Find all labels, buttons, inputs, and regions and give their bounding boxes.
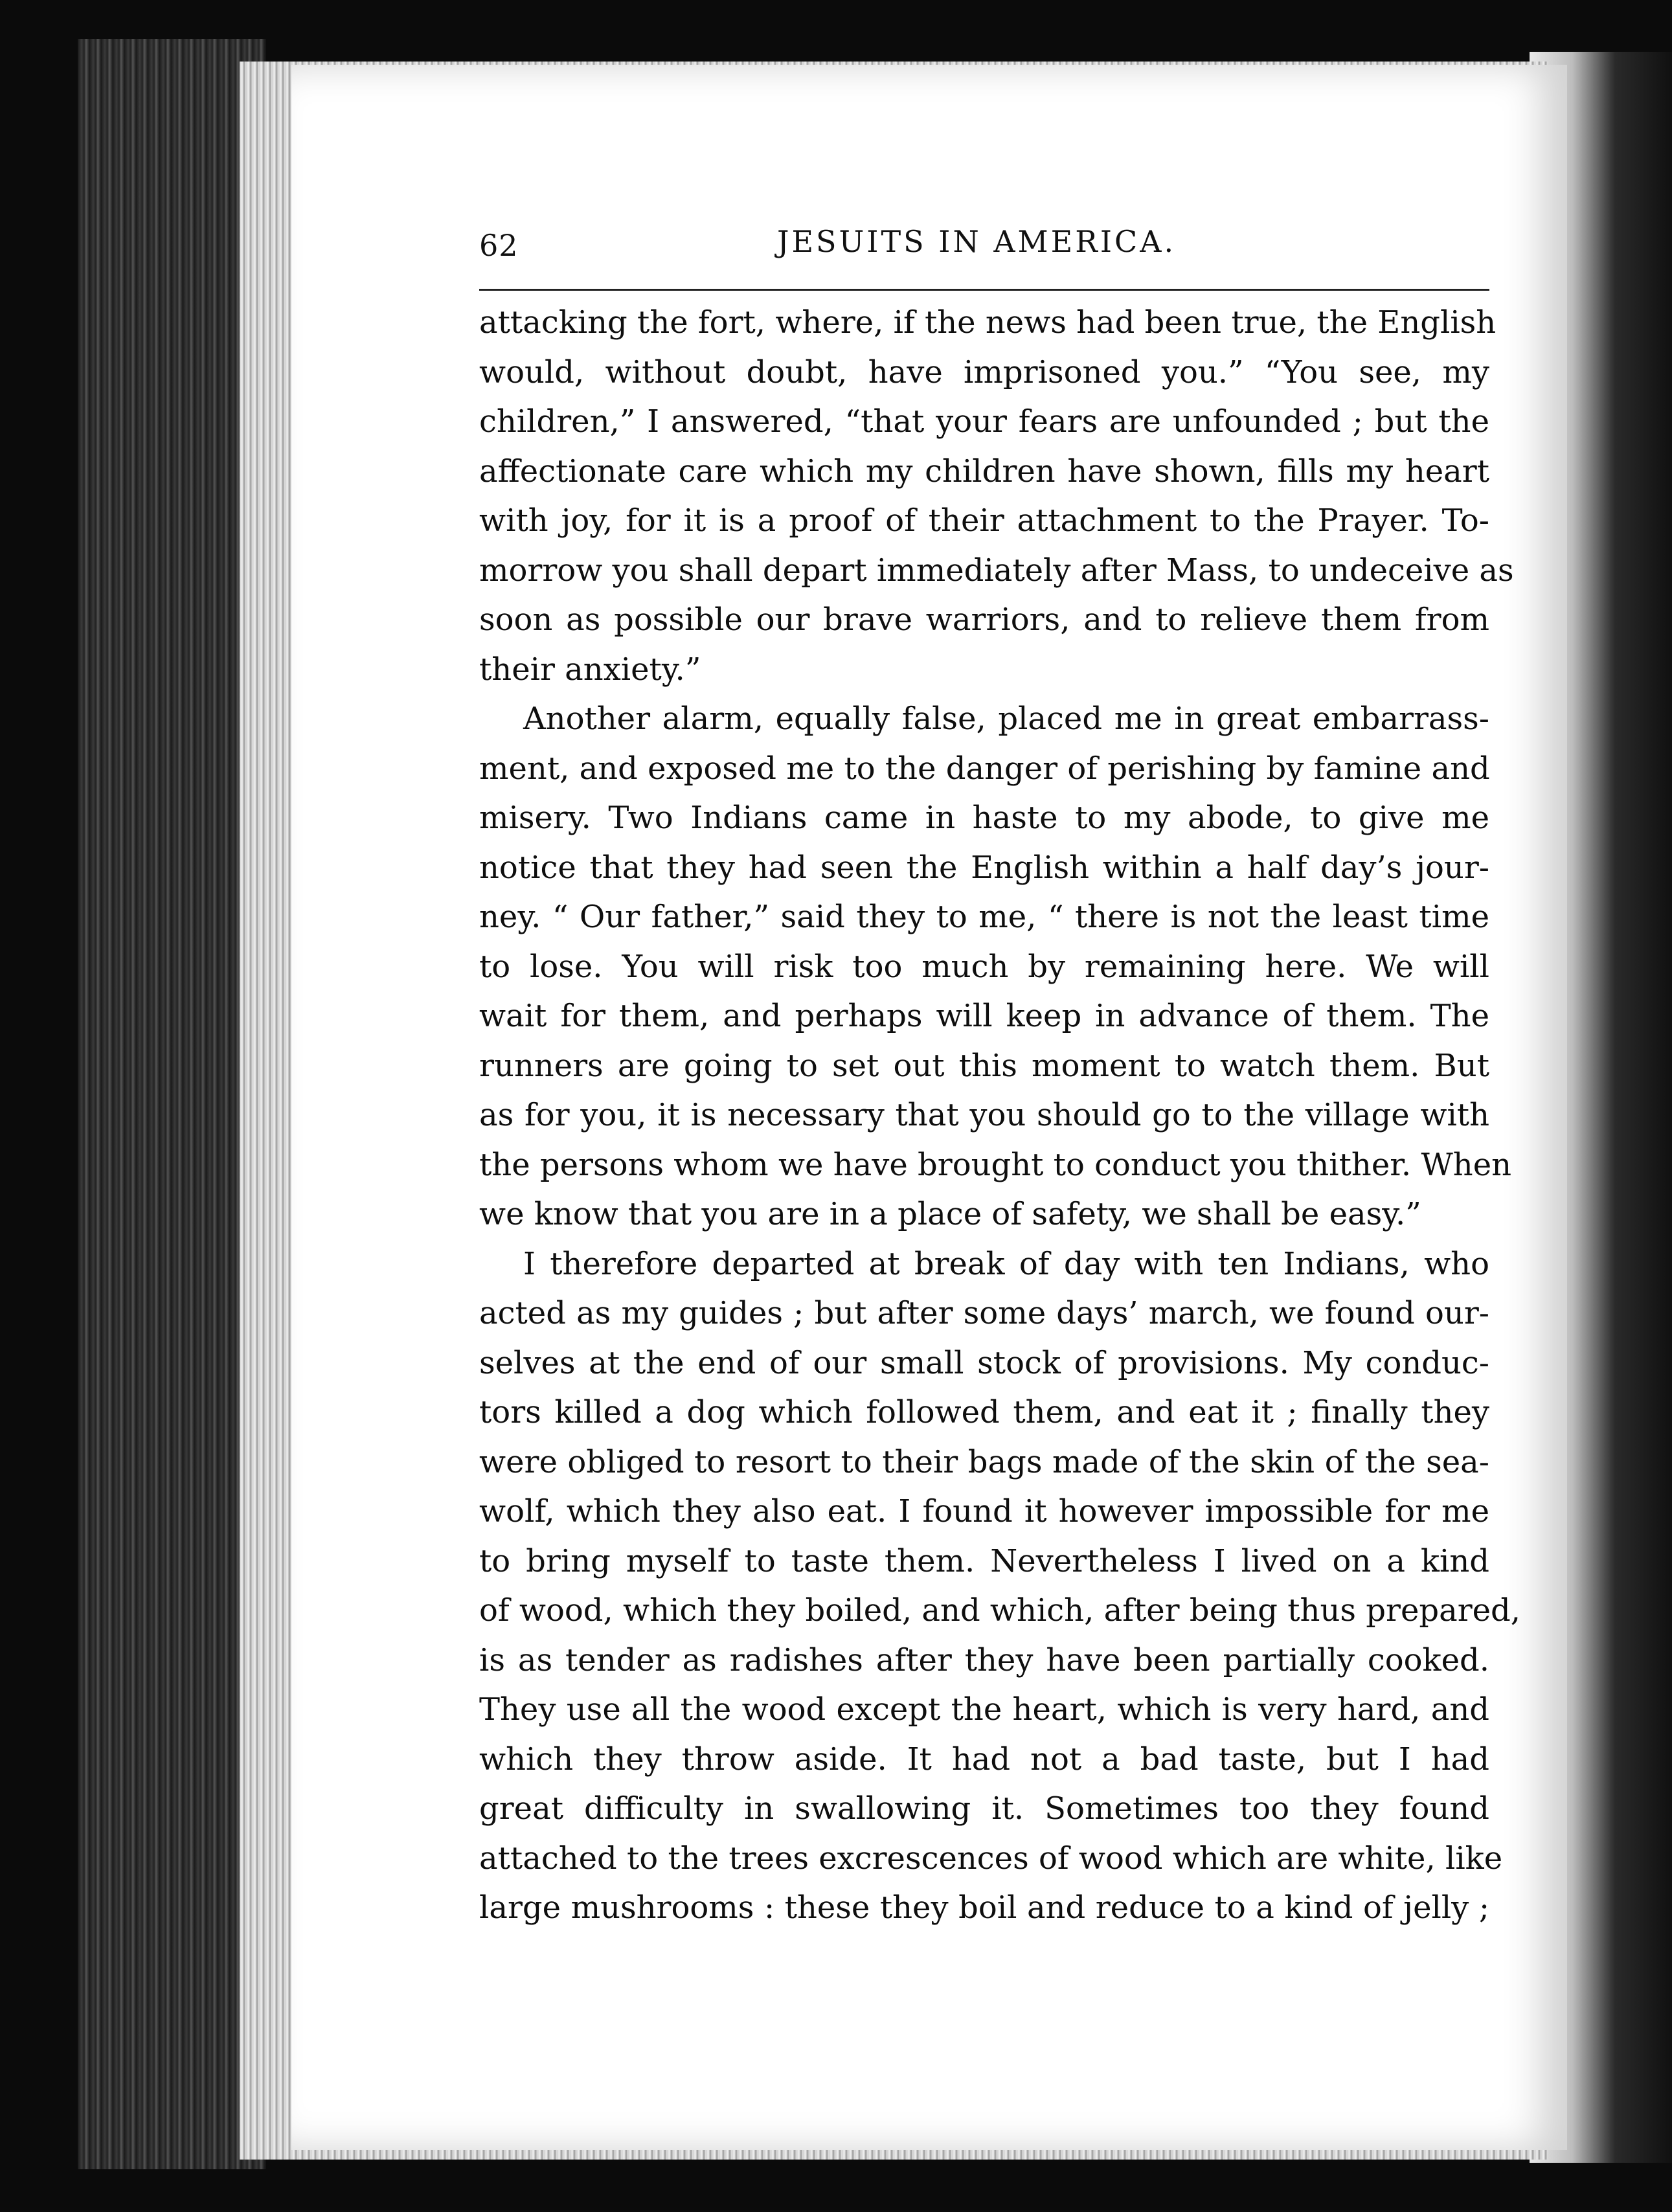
text-line: soon as possible our brave warriors, and to relieve them from — [479, 602, 1489, 638]
text-line: is as tender as radishes after they have been partially cooked. — [479, 1642, 1489, 1678]
running-head — [479, 224, 1489, 269]
text-line: They use all the wood except the heart, which is very hard, and — [479, 1691, 1489, 1728]
text-line: ney. “ Our father,” said they to me, “ there is not the least time — [479, 899, 1489, 935]
text-line: acted as my guides ; but after some days’ march, we found our- — [479, 1295, 1489, 1331]
text-line: I therefore departed at break of day with ten Indians, who — [523, 1245, 1489, 1282]
text-line: to lose. You will risk too much by remaining here. We will — [479, 948, 1489, 985]
text-line: to bring myself to taste them. Nevertheless I lived on a kind — [479, 1542, 1489, 1579]
text-line: Another alarm, equally false, placed me in great embarrass- — [523, 701, 1489, 737]
text-line: runners are going to set out this moment to watch them. But — [479, 1047, 1489, 1084]
text-line: great difficulty in swallowing it. Sometimes too they found — [479, 1790, 1489, 1827]
text-line: affectionate care which my children have shown, fills my heart — [479, 453, 1489, 490]
text-line: ment, and exposed me to the danger of perishing by famine and — [479, 750, 1490, 787]
text-line: with joy, for it is a proof of their attachment to the Prayer. To- — [479, 502, 1489, 539]
text-line: their anxiety.” — [479, 651, 701, 688]
text-line: of wood, which they boiled, and which, after being thus prepared, — [479, 1592, 1521, 1629]
text-line: as for you, it is necessary that you should go to the village with — [479, 1097, 1489, 1133]
text-line: wait for them, and perhaps will keep in advance of them. The — [479, 998, 1489, 1034]
text-line: were obliged to resort to their bags made of the skin of the sea- — [479, 1443, 1489, 1480]
text-line: would, without doubt, have imprisoned you.” “You see, my — [479, 354, 1489, 390]
text-line: children,” I answered, “that your fears are unfounded ; but the — [479, 403, 1489, 440]
text-line: selves at the end of our small stock of provisions. My conduc- — [479, 1344, 1489, 1381]
page-number: 62 — [479, 228, 519, 263]
text-line: notice that they had seen the English within a half day’s jour- — [479, 849, 1489, 886]
text-line: morrow you shall depart immediately after Mass, to undeceive as — [479, 552, 1514, 589]
body-text — [479, 298, 1521, 1933]
text-line: attacking the fort, where, if the news had been true, the English — [479, 304, 1497, 341]
text-line: attached to the trees excrescences of wood which are white, like — [479, 1840, 1503, 1877]
text-line: misery. Two Indians came in haste to my abode, to give me — [479, 800, 1489, 836]
text-line: tors killed a dog which followed them, and eat it ; finally they — [479, 1394, 1489, 1430]
text-line: wolf, which they also eat. I found it however impossible for me — [479, 1493, 1489, 1529]
book-edge-left — [78, 39, 265, 2169]
text-line: which they throw aside. It had not a bad taste, but I had — [479, 1741, 1489, 1778]
running-head-title: JESUITS IN AMERICA. — [777, 224, 1177, 259]
text-line: the persons whom we have brought to conduct you thither. When — [479, 1146, 1512, 1183]
text-line: large mushrooms : these they boil and reduce to a kind of jelly ; — [479, 1890, 1489, 1926]
text-line: we know that you are in a place of safety, we shall be easy.” — [479, 1196, 1421, 1232]
header-rule — [479, 289, 1489, 291]
